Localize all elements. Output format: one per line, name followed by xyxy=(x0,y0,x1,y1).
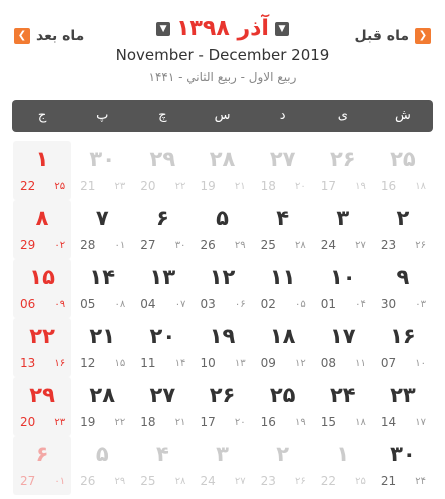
persian-day-number: ۸ xyxy=(35,206,49,230)
chevron-left-icon: ❮ xyxy=(14,28,30,44)
hijri-day-number: ۲۱ xyxy=(174,417,186,428)
calendar-day[interactable] xyxy=(254,259,312,318)
gregorian-day-number: 17 xyxy=(200,415,216,429)
gregorian-day-number: 05 xyxy=(80,297,96,311)
calendar-day[interactable] xyxy=(254,200,312,259)
persian-day-number: ۳۰ xyxy=(390,442,416,466)
calendar-day[interactable] xyxy=(254,377,312,436)
calendar-day[interactable] xyxy=(73,318,131,377)
hijri-day-number: ۰۱ xyxy=(114,240,126,251)
hijri-day-number: ۰۴ xyxy=(355,299,366,310)
weekday-monday: د xyxy=(279,108,286,123)
calendar-day[interactable] xyxy=(254,318,312,377)
gregorian-day-number: 20 xyxy=(20,415,36,429)
persian-day-number: ۲۵ xyxy=(269,383,296,407)
calendar-week xyxy=(12,377,433,436)
gregorian-day-number: 11 xyxy=(140,356,156,370)
year-dropdown-icon[interactable]: ▼ xyxy=(275,22,289,36)
gregorian-day-number: 03 xyxy=(200,297,216,311)
persian-day-number: ۲۸ xyxy=(89,383,116,407)
hijri-day-number: ۲۱ xyxy=(234,181,246,192)
hijri-range: ربيع الاول - ربيع الثاني - ۱۴۴۱ xyxy=(148,70,297,84)
calendar-week xyxy=(12,200,433,259)
calendar-day[interactable] xyxy=(374,200,432,259)
persian-day-number: ۲۳ xyxy=(390,383,416,407)
hijri-day-number: ۰۵ xyxy=(294,299,306,310)
persian-day-number: ۴ xyxy=(155,442,169,466)
gregorian-day-number: 22 xyxy=(320,474,336,488)
persian-day-number: ۲۸ xyxy=(209,147,236,171)
month-title: آذر ۱۳۹۸ xyxy=(176,16,269,41)
calendar-day[interactable] xyxy=(13,377,71,436)
calendar-day[interactable] xyxy=(133,259,191,318)
persian-day-number: ۳۰ xyxy=(89,147,116,171)
hijri-day-number: ۲۸ xyxy=(174,476,186,487)
gregorian-day-number: 28 xyxy=(80,238,96,252)
gregorian-day-number: 29 xyxy=(20,238,36,252)
next-month-label: ماه بعد xyxy=(36,28,85,44)
persian-day-number: ۲۴ xyxy=(329,383,356,407)
calendar-day[interactable] xyxy=(73,436,131,495)
calendar-day[interactable] xyxy=(314,318,372,377)
calendar-day[interactable] xyxy=(374,377,432,436)
gregorian-day-number: 15 xyxy=(320,415,336,429)
persian-day-number: ۲۹ xyxy=(29,383,55,407)
gregorian-day-number: 12 xyxy=(80,356,96,370)
gregorian-day-number: 10 xyxy=(200,356,216,370)
hijri-day-number: ۲۰ xyxy=(294,181,306,192)
calendar-day[interactable] xyxy=(193,318,251,377)
persian-day-number: ۵ xyxy=(216,206,229,230)
gregorian-day-number: 07 xyxy=(380,356,397,370)
hijri-day-number: ۳۰ xyxy=(174,240,186,251)
persian-day-number: ۱۵ xyxy=(29,265,55,289)
persian-day-number: ۱۱ xyxy=(269,265,296,289)
gregorian-day-number: 17 xyxy=(320,179,336,193)
calendar-week xyxy=(12,436,433,495)
gregorian-day-number: 21 xyxy=(80,179,96,193)
hijri-day-number: ۱۳ xyxy=(234,358,246,369)
calendar-day[interactable] xyxy=(254,436,312,495)
hijri-day-number: ۱۱ xyxy=(355,358,366,369)
hijri-day-number: ۱۴ xyxy=(174,358,186,369)
persian-day-number: ۲۶ xyxy=(329,147,356,171)
persian-day-number: ۷ xyxy=(95,206,109,230)
calendar-day[interactable] xyxy=(73,377,131,436)
calendar-day[interactable] xyxy=(314,141,372,200)
hijri-day-number: ۰۱ xyxy=(54,476,66,487)
gregorian-range: November - December 2019 xyxy=(115,46,330,64)
persian-day-number: ۲۷ xyxy=(269,147,296,171)
calendar-day[interactable] xyxy=(13,259,71,318)
persian-day-number: ۲ xyxy=(396,206,410,230)
calendar-grid xyxy=(12,141,433,495)
calendar-day[interactable] xyxy=(374,259,432,318)
gregorian-day-number: 02 xyxy=(260,297,276,311)
gregorian-day-number: 20 xyxy=(140,179,156,193)
calendar-week xyxy=(12,141,433,200)
gregorian-day-number: 30 xyxy=(380,297,397,311)
gregorian-day-number: 27 xyxy=(140,238,156,252)
persian-day-number: ۲۷ xyxy=(149,383,176,407)
month-dropdown-icon[interactable]: ▼ xyxy=(156,22,170,36)
calendar-day[interactable] xyxy=(133,200,191,259)
hijri-day-number: ۲۹ xyxy=(234,240,246,251)
hijri-day-number: ۲۲ xyxy=(114,417,126,428)
persian-day-number: ۶ xyxy=(35,442,49,466)
hijri-day-number: ۲۳ xyxy=(114,181,126,192)
weekday-friday: ج xyxy=(37,108,47,123)
hijri-day-number: ۲۷ xyxy=(355,240,366,251)
calendar-day[interactable] xyxy=(374,141,432,200)
persian-day-number: ۴ xyxy=(276,206,290,230)
calendar-week xyxy=(12,259,433,318)
next-month-button[interactable] xyxy=(14,28,84,44)
gregorian-day-number: 24 xyxy=(320,238,336,252)
hijri-day-number: ۱۸ xyxy=(415,181,426,192)
gregorian-day-number: 01 xyxy=(320,297,336,311)
persian-day-number: ۲۵ xyxy=(390,147,416,171)
persian-day-number: ۲۹ xyxy=(149,147,176,171)
persian-day-number: ۲۲ xyxy=(29,324,55,348)
persian-day-number: ۱۳ xyxy=(149,265,176,289)
hijri-day-number: ۲۰ xyxy=(234,417,246,428)
hijri-day-number: ۰۹ xyxy=(54,299,66,310)
weekday-thursday: پ xyxy=(96,108,109,123)
calendar-day[interactable] xyxy=(254,141,312,200)
hijri-day-number: ۱۶ xyxy=(54,358,66,369)
calendar-day[interactable] xyxy=(13,436,71,495)
gregorian-day-number: 19 xyxy=(200,179,216,193)
calendar-day[interactable] xyxy=(133,436,191,495)
gregorian-day-number: 16 xyxy=(260,415,276,429)
gregorian-day-number: 13 xyxy=(20,356,36,370)
hijri-day-number: ۱۰ xyxy=(415,358,426,369)
persian-day-number: ۲ xyxy=(276,442,290,466)
hijri-day-number: ۰۲ xyxy=(54,240,66,251)
gregorian-day-number: 18 xyxy=(260,179,276,193)
hijri-day-number: ۰۶ xyxy=(234,299,246,310)
calendar-day[interactable] xyxy=(193,141,251,200)
persian-day-number: ۲۰ xyxy=(149,324,176,348)
calendar-day[interactable] xyxy=(73,141,131,200)
hijri-day-number: ۲۵ xyxy=(355,476,366,487)
persian-day-number: ۱۶ xyxy=(390,324,416,348)
persian-day-number: ۱۸ xyxy=(269,324,296,348)
hijri-day-number: ۲۳ xyxy=(54,417,66,428)
persian-day-number: ۱۰ xyxy=(329,265,356,289)
gregorian-day-number: 24 xyxy=(200,474,216,488)
gregorian-day-number: 26 xyxy=(200,238,216,252)
gregorian-day-number: 16 xyxy=(380,179,397,193)
persian-day-number: ۱۲ xyxy=(209,265,236,289)
persian-day-number: ۹ xyxy=(396,265,410,289)
persian-day-number: ۵ xyxy=(95,442,109,466)
persian-day-number: ۱۴ xyxy=(89,265,116,289)
persian-day-number: ۱۷ xyxy=(329,324,356,348)
gregorian-day-number: 23 xyxy=(380,238,397,252)
gregorian-day-number: 27 xyxy=(20,474,36,488)
gregorian-day-number: 18 xyxy=(140,415,156,429)
weekday-sunday: ی xyxy=(337,108,348,123)
persian-day-number: ۱۹ xyxy=(209,324,236,348)
hijri-day-number: ۱۹ xyxy=(355,181,366,192)
calendar-day[interactable] xyxy=(314,377,372,436)
hijri-day-number: ۱۲ xyxy=(294,358,306,369)
persian-day-number: ۶ xyxy=(155,206,169,230)
calendar-day[interactable] xyxy=(73,200,131,259)
calendar-day[interactable] xyxy=(314,436,372,495)
hijri-day-number: ۱۸ xyxy=(355,417,366,428)
hijri-day-number: ۲۸ xyxy=(294,240,306,251)
calendar-day[interactable] xyxy=(13,141,71,200)
persian-day-number: ۱ xyxy=(336,442,350,466)
hijri-day-number: ۲۴ xyxy=(415,476,426,487)
gregorian-day-number: 08 xyxy=(320,356,336,370)
hijri-day-number: ۰۸ xyxy=(114,299,126,310)
calendar-day[interactable] xyxy=(133,318,191,377)
persian-day-number: ۳ xyxy=(336,206,350,230)
hijri-day-number: ۲۷ xyxy=(234,476,246,487)
hijri-day-number: ۲۶ xyxy=(415,240,426,251)
weekday-tuesday: س xyxy=(214,108,231,123)
calendar-day[interactable] xyxy=(374,436,432,495)
calendar-day[interactable] xyxy=(193,436,251,495)
gregorian-day-number: 25 xyxy=(140,474,156,488)
gregorian-day-number: 22 xyxy=(20,179,36,193)
hijri-day-number: ۱۹ xyxy=(294,417,306,428)
calendar-day[interactable] xyxy=(73,259,131,318)
hijri-day-number: ۱۵ xyxy=(114,358,126,369)
calendar-day[interactable] xyxy=(13,318,71,377)
gregorian-day-number: 25 xyxy=(260,238,276,252)
chevron-right-icon: ❯ xyxy=(415,28,431,44)
hijri-day-number: ۱۷ xyxy=(415,417,426,428)
calendar-day[interactable] xyxy=(13,200,71,259)
calendar-week xyxy=(12,318,433,377)
calendar-day[interactable] xyxy=(193,200,251,259)
weekday-wednesday: چ xyxy=(158,108,167,123)
gregorian-day-number: 19 xyxy=(80,415,96,429)
gregorian-day-number: 26 xyxy=(80,474,96,488)
hijri-day-number: ۲۲ xyxy=(174,181,186,192)
hijri-day-number: ۰۳ xyxy=(415,299,426,310)
calendar-day[interactable] xyxy=(314,259,372,318)
gregorian-day-number: 14 xyxy=(380,415,397,429)
gregorian-day-number: 23 xyxy=(260,474,276,488)
calendar-day[interactable] xyxy=(133,377,191,436)
gregorian-day-number: 06 xyxy=(20,297,36,311)
gregorian-day-number: 09 xyxy=(260,356,276,370)
persian-day-number: ۱ xyxy=(35,147,49,171)
hijri-day-number: ۲۵ xyxy=(54,181,66,192)
persian-day-number: ۳ xyxy=(216,442,229,466)
calendar-day[interactable] xyxy=(374,318,432,377)
calendar-day[interactable] xyxy=(193,377,251,436)
gregorian-day-number: 21 xyxy=(380,474,397,488)
hijri-day-number: ۰۷ xyxy=(174,299,186,310)
hijri-day-number: ۲۶ xyxy=(294,476,306,487)
persian-day-number: ۲۶ xyxy=(209,383,236,407)
weekday-saturday: ش xyxy=(394,108,411,123)
gregorian-day-number: 04 xyxy=(140,297,156,311)
calendar-day[interactable] xyxy=(133,141,191,200)
calendar-day[interactable] xyxy=(193,259,251,318)
prev-month-label: ماه قبل xyxy=(354,28,409,44)
weekday-header xyxy=(12,100,433,132)
persian-day-number: ۲۱ xyxy=(89,324,116,348)
hijri-day-number: ۲۹ xyxy=(114,476,126,487)
calendar-day[interactable] xyxy=(314,200,372,259)
